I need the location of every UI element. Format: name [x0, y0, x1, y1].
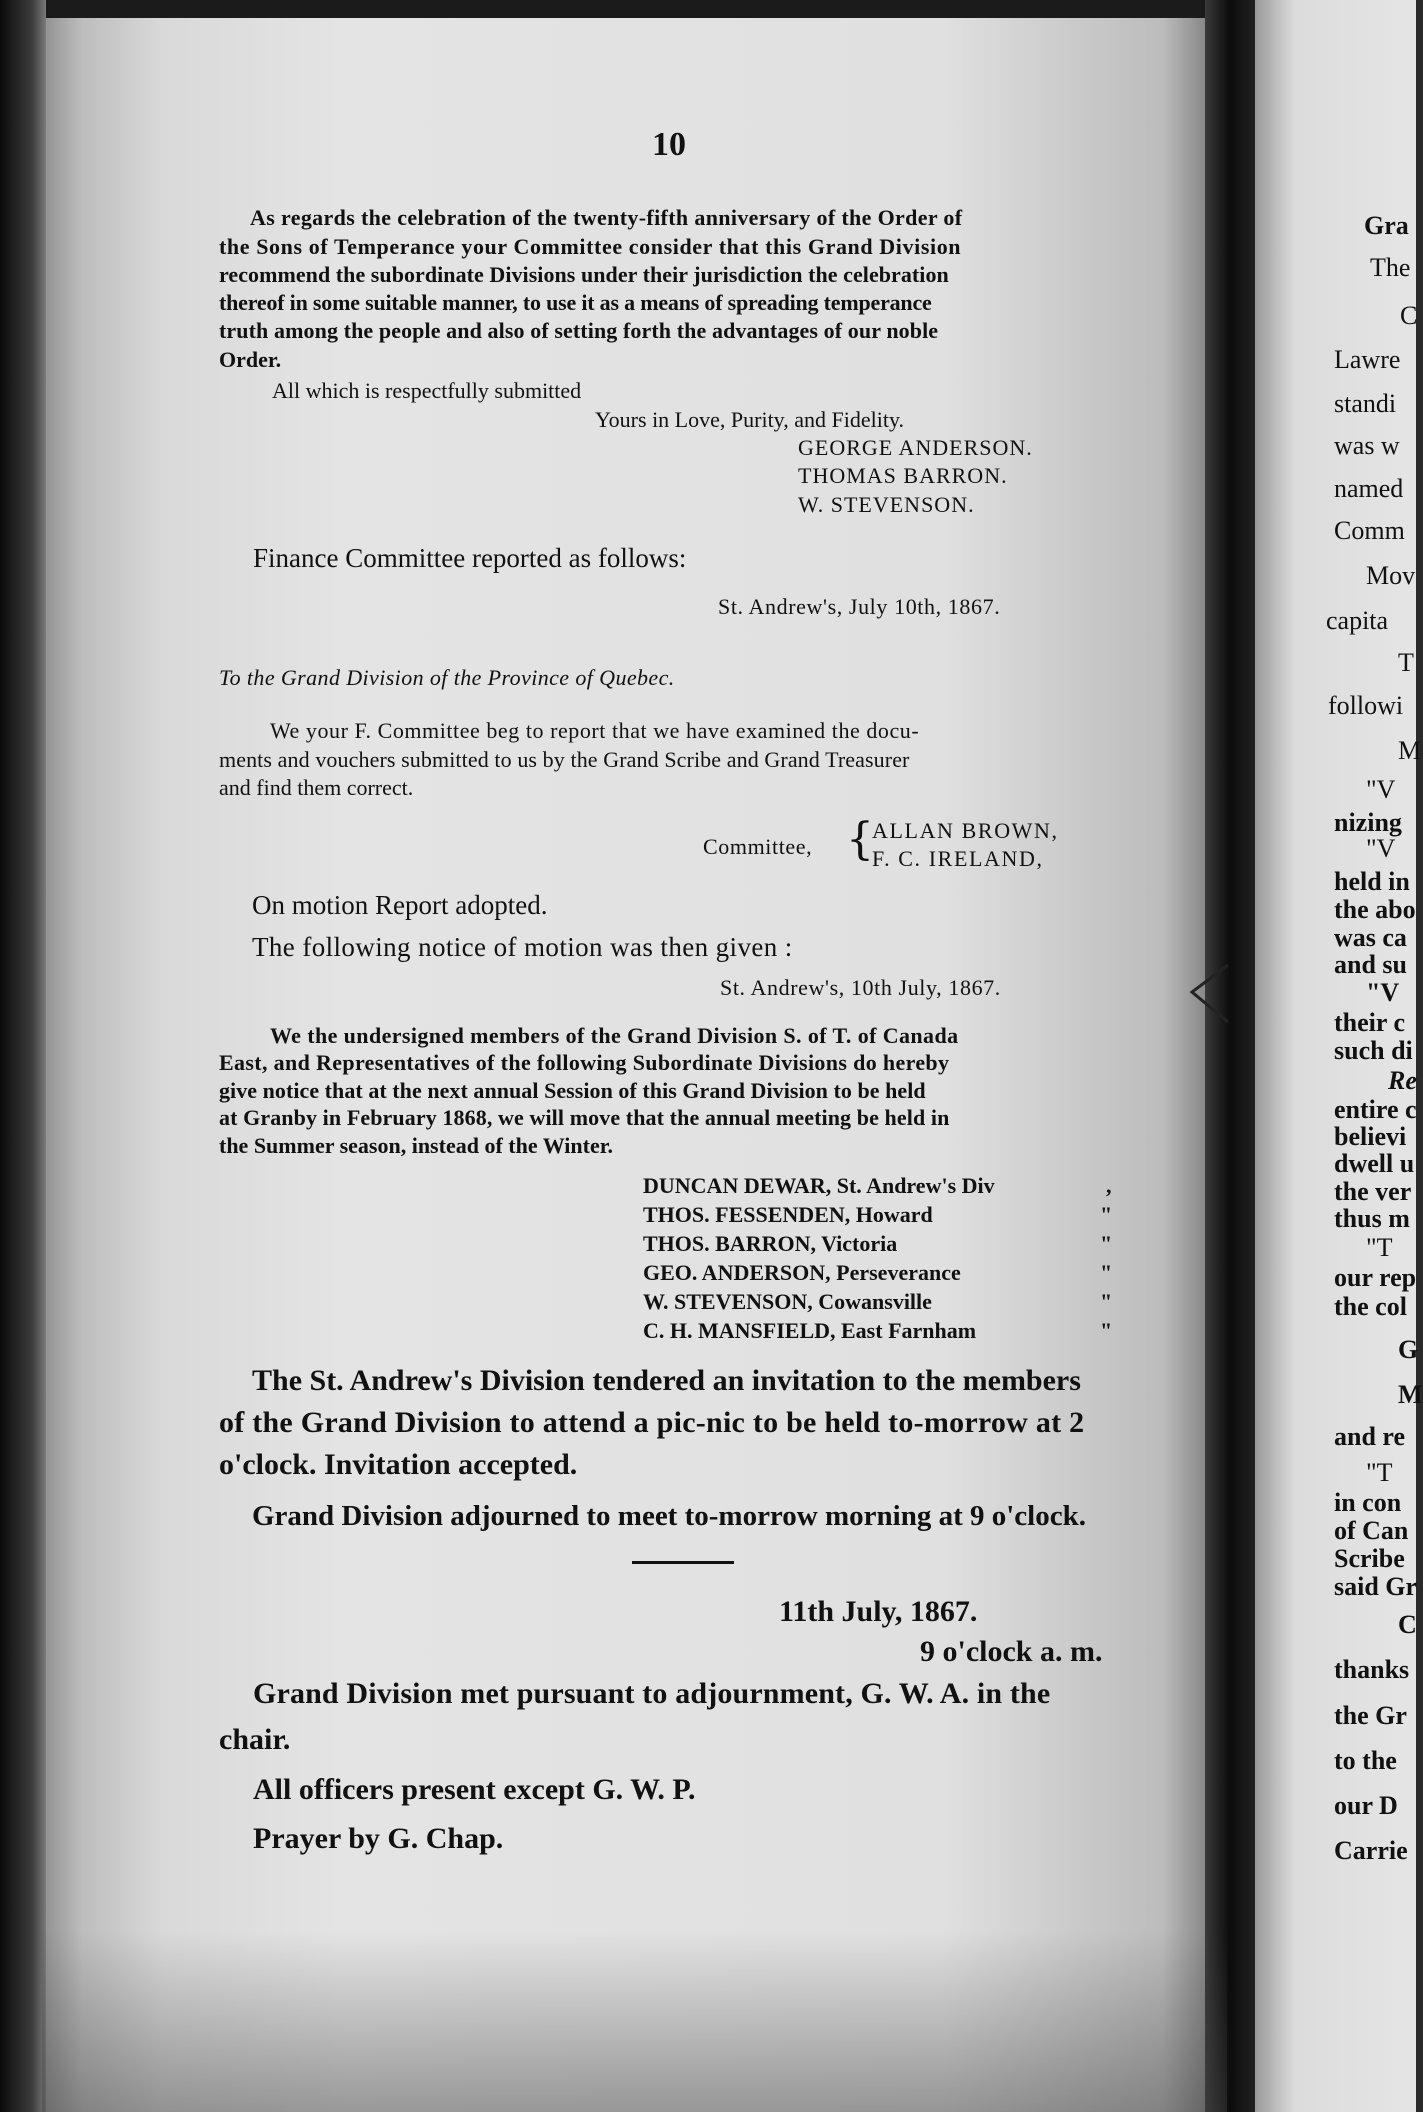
signer-6: C. H. MANSFIELD, East Farnham [643, 1318, 977, 1343]
page-number: 10 [652, 126, 686, 163]
right-frag-22: their c [1334, 1008, 1405, 1037]
signer-5: W. STEVENSON, Cowansville [643, 1289, 932, 1314]
right-frag-5: standi [1334, 389, 1397, 418]
right-frag-33: G [1398, 1335, 1419, 1364]
brace: { [846, 814, 874, 865]
right-frag-27: dwell u [1334, 1149, 1415, 1178]
closing-line: Yours in Love, Purity, and Fidelity. [595, 407, 905, 432]
signer-2-ditto: " [1100, 1202, 1113, 1227]
date-1: St. Andrew's, July 10th, 1867. [718, 594, 1001, 619]
para1-line-3: recommend the subordinate Divisions under their jurisdiction the celebration [219, 262, 949, 287]
right-frag-38: of Can [1334, 1516, 1409, 1545]
page-shadow [42, 1930, 1227, 2112]
right-frag-31: our rep [1334, 1263, 1417, 1292]
right-frag-42: thanks [1334, 1655, 1410, 1684]
right-frag-32: the col [1334, 1292, 1407, 1321]
signer-3: THOS. BARRON, Victoria [643, 1231, 898, 1256]
right-frag-10: capita [1326, 606, 1389, 635]
right-frag-39: Scribe [1334, 1544, 1405, 1573]
right-frag-43: the Gr [1334, 1701, 1407, 1730]
right-frag-36: "T [1366, 1458, 1393, 1487]
notice-intro: The following notice of motion was then given : [252, 932, 793, 962]
right-frag-15: nizing [1334, 808, 1402, 837]
signatory-2: THOMAS BARRON. [798, 463, 1008, 488]
right-frag-21: "V [1366, 978, 1400, 1007]
adjourned-line: Grand Division adjourned to meet to-morrow morning at 9 o'clock. [252, 1500, 1086, 1532]
signatory-3: W. STEVENSON. [798, 492, 975, 517]
right-frag-14: "V [1366, 775, 1396, 804]
salutation: To the Grand Division of the Province of Quebec. [219, 665, 675, 690]
para2-line-3: and find them correct. [219, 775, 414, 800]
committee-label: Committee, [703, 834, 813, 859]
right-frag-24: Re [1388, 1066, 1417, 1095]
time-3: 9 o'clock a. m. [920, 1635, 1103, 1668]
right-frag-44: to the [1334, 1746, 1397, 1775]
date-2: St. Andrew's, 10th July, 1867. [720, 975, 1001, 1000]
signer-4: GEO. ANDERSON, Perseverance [643, 1260, 961, 1285]
met-line-2: chair. [219, 1723, 291, 1756]
committee-member-2: F. C. IRELAND, [872, 846, 1044, 871]
right-frag-37: in con [1334, 1488, 1402, 1517]
signer-1: DUNCAN DEWAR, St. Andrew's Div [643, 1173, 995, 1198]
right-frag-26: believi [1334, 1122, 1407, 1151]
para3-line-3: give notice that at the next annual Session of this Grand Division to be held [219, 1078, 926, 1103]
right-frag-16: "V [1366, 834, 1396, 863]
right-frag-2: The [1370, 253, 1411, 282]
signer-4-ditto: " [1100, 1260, 1113, 1285]
right-frag-29: thus m [1334, 1204, 1410, 1233]
para1-line-2: the Sons of Temperance your Committee consider that this Grand Division [219, 234, 962, 259]
committee-member-1: ALLAN BROWN, [872, 818, 1059, 843]
finance-intro: Finance Committee reported as follows: [253, 543, 687, 573]
para3-line-5: the Summer season, instead of the Winter. [219, 1133, 613, 1158]
right-frag-6: was w [1334, 431, 1400, 460]
para1-line-5: truth among the people and also of setting forth the advantages of our noble [219, 318, 939, 343]
right-frag-46: Carrie [1334, 1836, 1408, 1865]
right-frag-45: our D [1334, 1791, 1398, 1820]
right-frag-7: named [1334, 474, 1404, 503]
right-frag-28: the ver [1334, 1177, 1412, 1206]
para1-line-4: thereof in some suitable manner, to use it as a means of spreading temperance [219, 290, 932, 315]
met-line-1: Grand Division met pursuant to adjournment, G. W. A. in the [253, 1677, 1051, 1710]
right-frag-34: M [1398, 1380, 1423, 1409]
invitation-line-3: o'clock. Invitation accepted. [219, 1448, 578, 1481]
right-frag-11: T [1398, 648, 1414, 677]
right-frag-13: M [1398, 736, 1422, 765]
right-frag-17: held in [1334, 867, 1410, 896]
invitation-line-2: of the Grand Division to attend a pic-nic to be held to-morrow at 2 [219, 1406, 1085, 1439]
right-frag-18: the abo [1334, 895, 1416, 924]
right-frag-30: "T [1366, 1233, 1393, 1262]
book-spine [1205, 0, 1260, 2112]
section-divider [632, 1561, 734, 1564]
signer-1-ditto: , [1106, 1173, 1112, 1198]
para2-line-1: We your F. Committee beg to report that we have examined the docu- [270, 718, 920, 743]
para2-line-2: ments and vouchers submitted to us by the Grand Scribe and Grand Treasurer [219, 747, 910, 772]
para1-line-6: Order. [219, 347, 282, 372]
right-frag-9: Mov [1366, 561, 1416, 590]
officers-line: All officers present except G. W. P. [253, 1773, 696, 1806]
para3-line-2: East, and Representatives of the following Subordinate Divisions do hereby [219, 1050, 950, 1075]
signer-2: THOS. FESSENDEN, Howard [643, 1202, 933, 1227]
right-frag-20: and su [1334, 950, 1407, 979]
book-edge-shadow [0, 0, 46, 2112]
date-3: 11th July, 1867. [779, 1595, 978, 1628]
para3-line-1: We the undersigned members of the Grand Division S. of T. of Canada [270, 1023, 959, 1048]
right-frag-23: such di [1334, 1036, 1413, 1065]
right-frag-1: Gra [1364, 211, 1409, 240]
right-frag-35: and re [1334, 1422, 1406, 1451]
right-frag-4: Lawre [1334, 345, 1401, 374]
signer-6-ditto: " [1100, 1318, 1113, 1343]
right-frag-25: entire c [1334, 1095, 1417, 1124]
right-frag-3: C [1400, 301, 1418, 330]
right-frag-41: C [1398, 1610, 1417, 1639]
invitation-line-1: The St. Andrew's Division tendered an invitation to the members [252, 1364, 1081, 1397]
right-frag-8: Comm [1334, 516, 1405, 545]
para3-line-4: at Granby in February 1868, we will move that the annual meeting be held in [219, 1105, 950, 1130]
para1-line-1: As regards the celebration of the twenty-fifth anniversary of the Order of [250, 205, 963, 230]
right-frag-40: said Gr [1334, 1572, 1418, 1601]
signer-5-ditto: " [1100, 1289, 1113, 1314]
margin-mark [1180, 960, 1230, 1030]
motion-adopted: On motion Report adopted. [252, 890, 548, 920]
prayer-line: Prayer by G. Chap. [253, 1822, 504, 1855]
signer-3-ditto: " [1100, 1231, 1113, 1256]
submitted-line: All which is respectfully submitted [272, 378, 582, 403]
right-frag-19: was ca [1334, 923, 1407, 952]
signatory-1: GEORGE ANDERSON. [798, 435, 1033, 460]
right-frag-12: followi [1328, 691, 1404, 720]
